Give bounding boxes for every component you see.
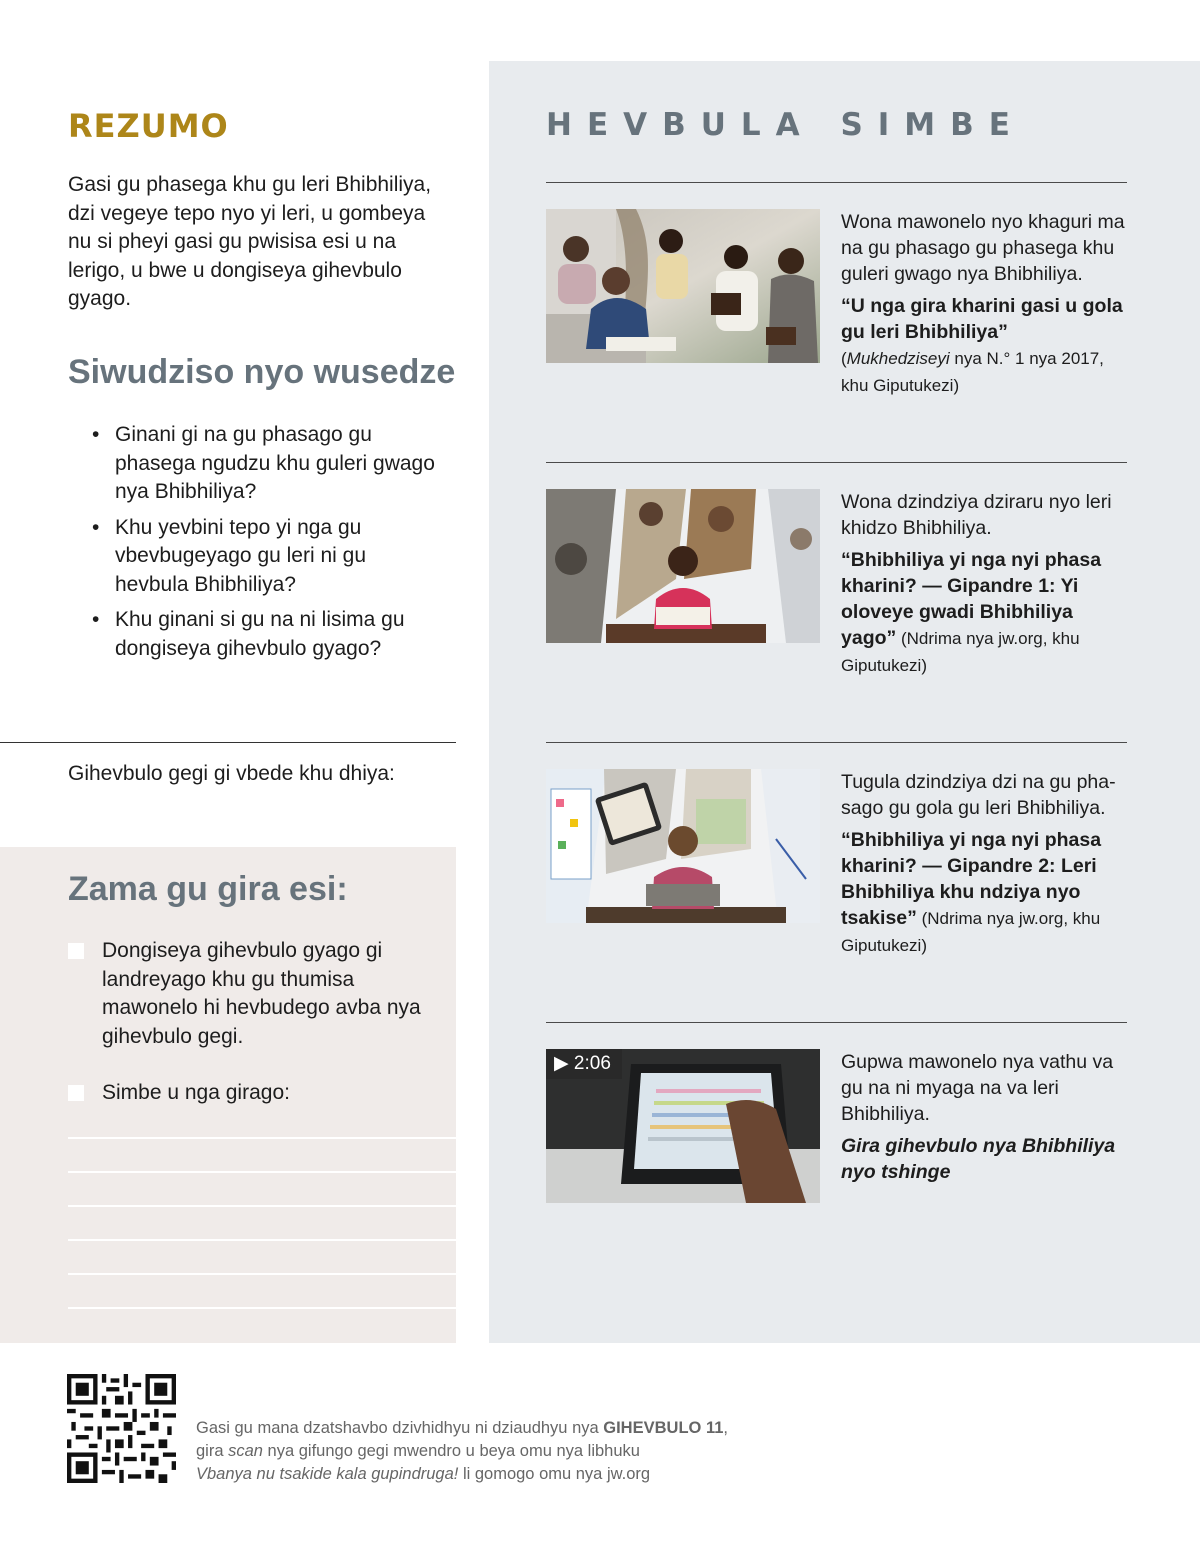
resource-description: Gupwa mawonelo nya vathu va gu na ni myaga na va leri Bhibhiliya. [841,1051,1114,1125]
qr-code-icon[interactable] [67,1374,176,1483]
tablet-bible-study-video[interactable] [546,1049,820,1203]
resource-item [546,209,1127,439]
learned-label: Gihevbulo gegi gi vbede khu dhiya: [68,762,395,785]
list-item: • Ginani gi na gu phasago gu phasega ngudzu khu guleri gwago nya Bhibhiliya? [92,423,435,503]
divider [546,462,1127,463]
resource-text [841,769,1131,959]
list-item: • Khu yevbini tepo yi nga gu vbevbugeyago gu leri ni gu hevbula Bhibhiliya? [92,515,367,596]
checkbox[interactable] [68,943,84,959]
goal-item: Dongiseya gihevbulo gyago gi landreyago khu gu thumisa mawonelo hi hevbudego avba nya gihevbulo gegi. [68,937,428,1051]
divider [546,182,1127,183]
resource-link[interactable]: Gira gihevbulo nya Bhibhiliya nyo tshinge [841,1135,1116,1183]
write-line[interactable] [68,1307,456,1309]
summary-title: REZUMO [68,107,229,145]
checkbox[interactable] [68,1085,84,1101]
resource-item [546,489,1127,719]
list-item: • Khu ginani si gu na ni lisima gu dongiseya gihevbulo gyago? [92,608,405,660]
resource-text [841,209,1131,399]
write-line[interactable] [68,1205,456,1207]
video-duration-badge: ▶ 2:06 [546,1049,622,1079]
write-line[interactable] [68,1273,456,1275]
divider [0,742,456,743]
bullet-icon: • [92,423,100,446]
resource-link[interactable]: “Bhibhiliya yi nga nyi phasa kharini? — Gipandre 2: Leri Bhibhiliya khu ndziya nyo tsakise” (Ndrima nya jw.org, khu Giputukezi) [841,829,1102,955]
review-questions [92,421,442,670]
resource-source: (Ndrima nya jw.org, khu Giputukezi) [841,909,1101,955]
resource-link[interactable]: “Bhibhiliya yi nga nyi phasa kharini? — Gipandre 1: Yi oloveye gwadi Bhibhiliya yago” (Ndrima nya jw.org, khu Giputukezi) [841,549,1102,675]
divider [546,1022,1127,1023]
summary-text: Gasi gu phasega khu gu leri Bhibhiliya, dzi vegeye tepo nyo yi leri, u gombeya nu si pheyi gasi gu pwisisa esi u na lerigo, u bwe u dongiseya gihevbulo gyago. [68,173,432,310]
goal-item: Simbe u nga girago: [68,1079,428,1108]
play-icon: ▶ [554,1053,569,1074]
resource-text [841,1049,1131,1185]
resource-source: (Ndrima nya jw.org, khu Giputukezi) [841,629,1080,675]
bullet-icon: • [92,515,100,539]
bullet-icon: • [92,608,100,631]
resource-text [841,489,1131,679]
family-reading-bible-photo[interactable] [546,209,820,363]
resource-description: Wona dzindziya dziraru nyo leri khidzo Bhibhiliya. [841,491,1112,539]
resource-link[interactable]: “U nga gira kharini gasi u gola gu leri Bhibhiliya” (Mukhedziseyi nya N.° 1 nya 2017, khu Giputukezi) [841,295,1123,395]
more-learning-title: HEVBULA SIMBE [546,107,1025,143]
goal-title: Zama gu gira esi: [68,870,348,908]
resource-description: Wona mawonelo nyo khaguri ma na gu phasago gu phasega khu guleri gwago nya Bhibhiliya. [841,211,1125,285]
footer-note: Gasi gu mana dzatshavbo dzivhidhyu ni dziaudhyu nya GIHEVBULO 11, gira scan nya gifungo gegi mwendro u beya omu nya libhuku Vbanya nu tsakide kala gupindruga! li gomogo omu nya jw.org [196,1419,728,1483]
divider [546,742,1127,743]
resource-description: Tugula dzindziya dzi na gu pha-sago gu gola gu leri Bhibhiliya. [841,771,1116,819]
resource-item [546,1049,1127,1279]
resource-source: (Mukhedziseyi nya N.° 1 nya 2017, khu Giputukezi) [841,349,1104,395]
write-line[interactable] [68,1239,456,1241]
boy-reading-bible-collage[interactable] [546,489,820,643]
resource-item [546,769,1127,999]
write-line[interactable] [68,1137,456,1139]
write-line[interactable] [68,1171,456,1173]
girl-reading-bible-collage[interactable] [546,769,820,923]
review-title: Siwudziso nyo wusedze [68,353,456,391]
